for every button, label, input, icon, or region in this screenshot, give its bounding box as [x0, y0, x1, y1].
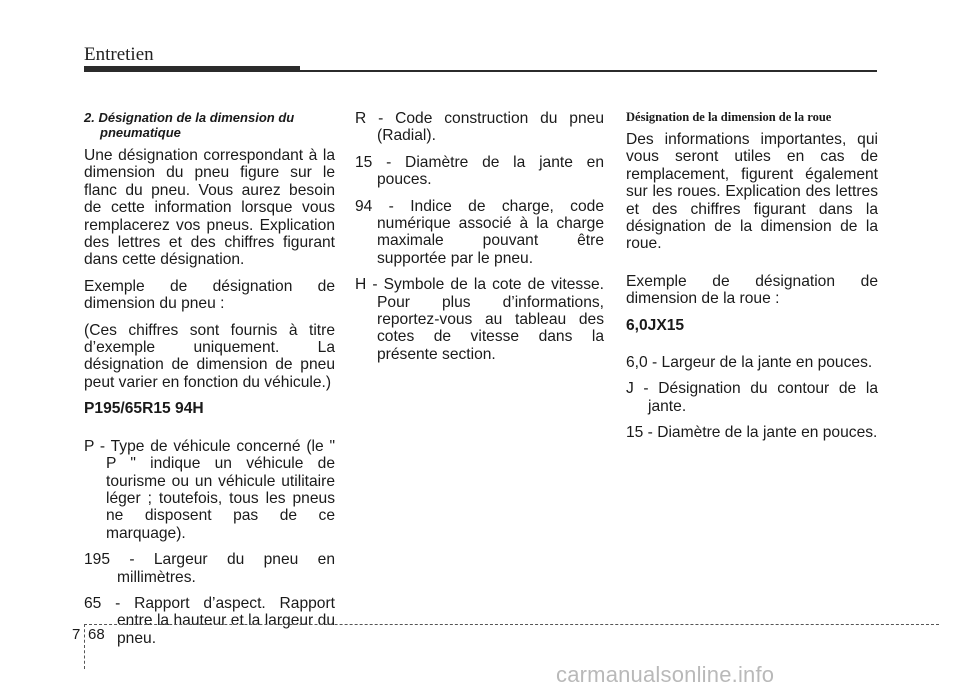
definition-item: 15 - Diamètre de la jante en pouces. — [355, 153, 604, 189]
column-2 — [355, 110, 604, 372]
definition-item: 94 - Indice de charge, code numérique associé à la charge maximale pouvant être supportée par le pneu. — [355, 197, 604, 267]
section-heading: 2. Désignation de la dimension du pneumatique — [84, 110, 295, 140]
definition-item: R - Code construction du pneu (Radial). — [355, 110, 604, 145]
wheel-size-code: 6,0JX15 — [626, 316, 685, 334]
tire-size-code: P195/65R15 94H — [84, 400, 204, 418]
page-header-title: Entretien — [84, 44, 154, 65]
header-rule — [300, 70, 877, 72]
header-bar — [84, 66, 300, 72]
paragraph: Exemple de désignation de dimension du pneu : — [84, 277, 335, 313]
paragraph: Des informations importantes, qui vous seront utiles en cas de remplacement, figurent également sur les roues. Explication des lettres et des chiffres figurant dans la désignation de la dimension de la roue. — [626, 131, 878, 253]
paragraph: Exemple de désignation de dimension de la roue : — [626, 272, 878, 308]
watermark: carmanualsonline.info — [556, 662, 775, 687]
footer-divider — [84, 624, 939, 625]
definition-item: 15 - Diamètre de la jante en pouces. — [626, 424, 878, 442]
chapter-number: 7 — [72, 626, 81, 643]
page-number: 68 — [88, 626, 105, 643]
definition-item: J - Désignation du contour de la jante. — [626, 380, 878, 415]
definition-item: H - Symbole de la cote de vitesse. Pour plus d’informations, reportez-vous au tableau des cotes de vitesse dans la présente section. — [355, 276, 604, 363]
section-heading: Désignation de la dimension de la roue — [626, 110, 832, 124]
paragraph: (Ces chiffres sont fournis à titre d’exemple uniquement. La désignation de dimension de pneu peut varier en fonction du véhicule.) — [84, 321, 335, 391]
definition-item: 6,0 - Largeur de la jante en pouces. — [626, 354, 873, 372]
column-3 — [626, 110, 878, 451]
column-1 — [84, 110, 335, 656]
definition-item: 65 - Rapport d’aspect. Rapport entre la hauteur et la largeur du pneu. — [84, 594, 335, 647]
paragraph: Une désignation correspondant à la dimension du pneu figure sur le flanc du pneu. Vous aurez besoin de cette information lorsque vous remplacerez vos pneus. Explication des lettres et des chiffres figurant dans cette désignation. — [84, 147, 335, 269]
footer-vertical-divider — [84, 624, 85, 669]
definition-item: P - Type de véhicule concerné (le " P " indique un véhicule de tourisme ou un véhicule utilitaire léger ; toutefois, tous les pneus ne disposent pas de ce marquage). — [84, 437, 335, 542]
definition-item: 195 - Largeur du pneu en millimètres. — [84, 551, 335, 586]
